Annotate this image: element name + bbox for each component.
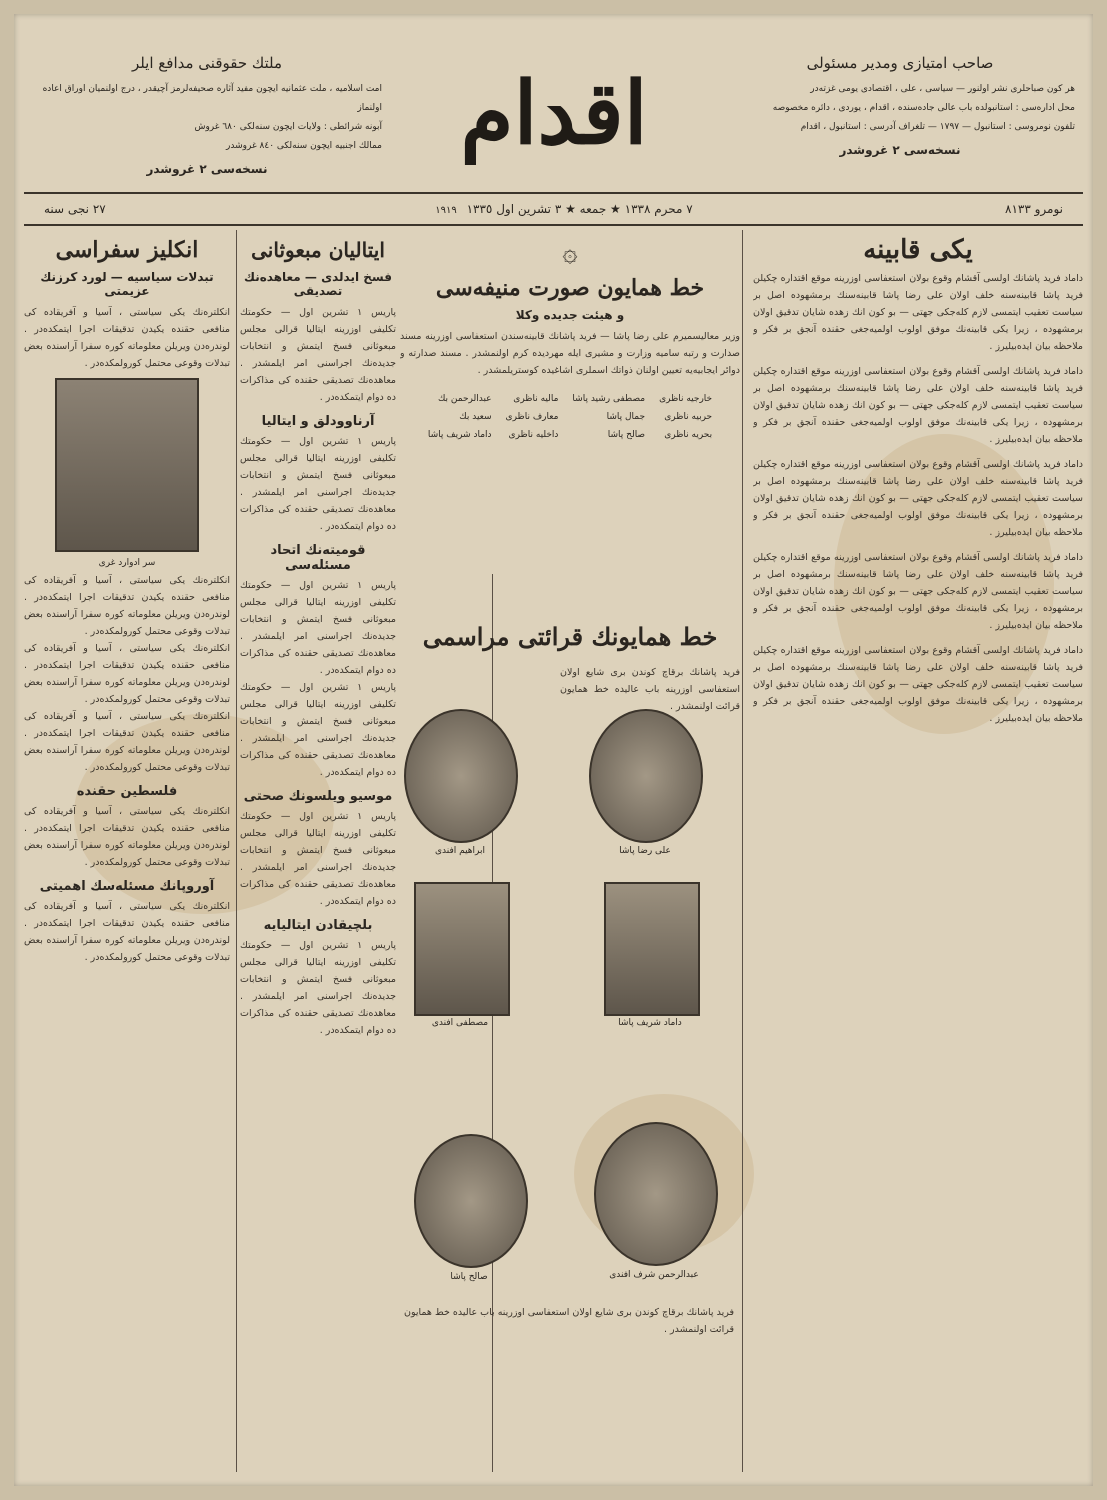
article-body: پاريس ١ تشرين اول — حكومتك تكليفى اوزرينه ايتاليا قرالى مجلس مبعوثانى فسخ ايتمش و انتخابات جديده‌نك اجراسنى امر ايلمشدر . معاهده‌نك تصديقى حقنده‌ كى مذاكرات ده دوام ايتمكده‌در . [240,940,396,1036]
masthead-left-price: نسخه‌سى ٢ غروشدر [146,162,268,176]
article-body: انكلتره‌نك يكى سياستى ، آسيا و آفريقاده‌ كى منافعى حقنده يكيدن تدقيقات اجرا ايتمكده‌در . لوندره‌دن ويريلن معلوماته كوره سفرا آراسنده بعض تبدلات وقوعى محتمل كورولمكده‌در . [24,806,230,868]
portrait-caption: مصطفى افندى [431,1018,489,1028]
section-heading: آوروپانك مسئله‌سك اهميتى [39,879,215,894]
masthead-right-price: نسخه‌سى ٢ غروشدر [839,143,961,157]
article-body: داماد فريد پاشانك اولسى آقشام وقوع بولان استعفاسى اوزرينه موقع اقتداره چكيلن فريد پاشا قابينه‌سنه خلف اولان على رضا پاشا قابينه‌سنك برمشهوده اصل بر سياست تعقيب ايتمسى لازم كله‌جكى جهتى — بو كون انك زهده شايان تدقيق اولان برمشهوده ، زيرا يكى قابينه‌نك موفق اولوب اولميه‌جغى حقنده آنجق بر فكر و ملاحظه بيان ايده‌بيليرز . [753,552,1083,631]
portrait-photo [594,1122,718,1266]
article-body: داماد فريد پاشانك اولسى آقشام وقوع بولان استعفاسى اوزرينه موقع اقتداره چكيلن فريد پاشا قابينه‌سنه خلف اولان على رضا پاشا قابينه‌سنك برمشهوده اصل بر سياست تعقيب ايتمسى لازم كله‌جكى جهتى — بو كون انك زهده شايان تدقيق اولان برمشهوده ، زيرا يكى قابينه‌نك موفق اولوب اولميه‌جغى حقنده آنجق بر فكر و ملاحظه بيان ايده‌بيليرز . [753,273,1083,352]
article-body: پاريس ١ تشرين اول — حكومتك تكليفى اوزرينه ايتاليا قرالى مجلس مبعوثانى فسخ ايتمش و انتخابات جديده‌نك اجراسنى امر ايلمشدر . معاهده‌نك تصديقى حقنده‌ كى مذاكرات ده دوام ايتمكده‌در . [240,811,396,907]
article-title: ايتاليان مبعوثانى [251,238,385,262]
section-heading: قوميته‌نك اتحاد مسئله‌سى [270,543,366,573]
article-title: يكى قابينه [863,235,973,265]
portrait-caption: على رضا پاشا [619,846,671,856]
masthead-left [32,54,382,179]
masthead-left-line: آبونه شرائطى : ولايات ايچون سنه‌لكى ٦٨٠ غروش [194,122,382,132]
table-row: خارجيه ناظرى مصطفى رشيد پاشا ماليه ناظرى عبدالرحمن بك [437,394,713,404]
portrait-photo [604,882,700,1016]
article-subtitle: فسخ ايدلدى — معاهده‌نك تصديقى [244,270,392,298]
article-body: پاريس ١ تشرين اول — حكومتك تكليفى اوزرينه ايتاليا قرالى مجلس مبعوثانى فسخ ايتمش و انتخابات جديده‌نك اجراسنى امر ايلمشدر . معاهده‌نك تصديقى حقنده‌ كى مذاكرات ده دوام ايتمكده‌در . [240,580,396,676]
issue-year: ١٩١٩ [435,205,457,216]
section-heading: فلسطين حقنده [76,784,178,799]
portrait-photo [589,709,703,843]
article-body: پاريس ١ تشرين اول — حكومتك تكليفى اوزرينه ايتاليا قرالى مجلس مبعوثانى فسخ ايتمش و انتخابات جديده‌نك اجراسنى امر ايلمشدر . معاهده‌نك تصديقى حقنده‌ كى مذاكرات ده دوام ايتمكده‌در . [240,682,396,778]
article-body: داماد فريد پاشانك اولسى آقشام وقوع بولان استعفاسى اوزرينه موقع اقتداره چكيلن فريد پاشا قابينه‌سنه خلف اولان على رضا پاشا قابينه‌سنك برمشهوده اصل بر سياست تعقيب ايتمسى لازم كله‌جكى جهتى — بو كون انك زهده شايان تدقيق اولان برمشهوده ، زيرا يكى قابينه‌نك موفق اولوب اولميه‌جغى حقنده آنجق بر فكر و ملاحظه بيان ايده‌بيليرز . [753,459,1083,538]
article-title: خط همايونك قرائتى مراسمى [422,622,718,651]
section-heading: آرناوودلق و ايتاليا [261,414,375,429]
section-heading: بلچيقادن ايتاليايه [263,918,373,933]
portrait-caption: داماد شريف پاشا [618,1018,682,1028]
masthead-left-line: ممالك اجنبيه ايچون سنه‌لكى ٨٤٠ غروشدر [226,141,382,151]
volume-number: ٢٧ نجى سنه [44,202,106,216]
article-body: انكلتره‌نك يكى سياستى ، آسيا و آفريقاده‌ كى منافعى حقنده يكيدن تدقيقات اجرا ايتمكده‌در . لوندره‌دن ويريلن معلوماته كوره سفرا آراسنده بعض تبدلات وقوعى محتمل كورولمكده‌در . [24,643,230,705]
masthead-right-motto: صاحب امتيازى ومدير مسئولى [806,54,994,72]
portrait-photo [404,709,518,843]
portrait-photo [55,378,199,552]
issue-date-text: ٧ محرم ١٣٣٨ ★ جمعه ★ ٣ تشرين اول ١٣٣٥ [466,202,693,216]
table-row: حربيه ناظرى جمال پاشا معارف ناظرى سعيد بك [459,412,713,422]
tughra-emblem: ۞ [562,238,578,268]
portrait-caption: سر ادوارد غرى [98,558,156,568]
column-italian-parliament [240,230,396,1472]
article-body: انكلتره‌نك يكى سياستى ، آسيا و آفريقاده‌ كى منافعى حقنده يكيدن تدقيقات اجرا ايتمكده‌در . لوندره‌دن ويريلن معلوماته كوره سفرا آراسنده بعض تبدلات وقوعى محتمل كورولمكده‌در . [24,711,230,773]
column-yeni-kabine [753,230,1083,1472]
masthead-right-line: تلفون نومروسى : استانبول — ١٧٩٧ — تلغراف آدرسى : استانبول ، اقدام [800,122,1075,132]
article-body: داماد فريد پاشانك اولسى آقشام وقوع بولان استعفاسى اوزرينه موقع اقتداره چكيلن فريد پاشا قابينه‌سنه خلف اولان على رضا پاشا قابينه‌سنك برمشهوده اصل بر سياست تعقيب ايتمسى لازم كله‌جكى جهتى — بو كون انك زهده شايان تدقيق اولان برمشهوده ، زيرا يكى قابينه‌نك موفق اولوب اولميه‌جغى حقنده آنجق بر فكر و ملاحظه بيان ايده‌بيليرز . [753,645,1083,724]
masthead-right-line: هر كون صباحلرى نشر اولنور — سياسى ، على ، اقتصادى يومى غزته‌در [810,84,1075,94]
article-title: انكليز سفراسى [55,237,199,263]
article-body: داماد فريد پاشانك اولسى آقشام وقوع بولان استعفاسى اوزرينه موقع اقتداره چكيلن فريد پاشا قابينه‌سنه خلف اولان على رضا پاشا قابينه‌سنك برمشهوده اصل بر سياست تعقيب ايتمسى لازم كله‌جكى جهتى — بو كون انك زهده شايان تدقيق اولان برمشهوده ، زيرا يكى قابينه‌نك موفق اولوب اولميه‌جغى حقنده آنجق بر فكر و ملاحظه بيان ايده‌بيليرز . [753,366,1083,445]
dateline [24,192,1083,226]
article-body: پاريس ١ تشرين اول — حكومتك تكليفى اوزرينه ايتاليا قرالى مجلس مبعوثانى فسخ ايتمش و انتخابات جديده‌نك اجراسنى امر ايلمشدر . معاهده‌نك تصديقى حقنده‌ كى مذاكرات ده دوام ايتمكده‌در . [240,307,396,403]
article-body: وزير معاليسميرم على رضا پاشا — فريد پاشانك قابينه‌سندن استعفاسى اوزرينه مسند صدارت و رتبه ساميه وزارت و مشيرى ايله مهرديده كرم اولنمشدر . مسند صدارته و دوائر ايجابيه‌يه تعيين اولنان ذواتك اسملرى اشاغيده كوستريلمشدر . [400,331,740,376]
portrait-photo [414,882,510,1016]
table-row: بحريه ناظرى صالح پاشا داخليه ناظرى داماد شريف پاشا [427,430,713,440]
issue-number: نومرو ٨١٣٣ [1005,202,1063,216]
portrait-caption: عبدالرحمن شرف افندى [609,1270,699,1280]
cabinet-table [420,389,720,445]
article-body: انكلتره‌نك يكى سياستى ، آسيا و آفريقاده‌ كى منافعى حقنده يكيدن تدقيقات اجرا ايتمكده‌در . لوندره‌دن ويريلن معلوماته كوره سفرا آراسنده بعض تبدلات وقوعى محتمل كورولمكده‌در . [24,901,230,963]
issue-date [424,194,704,226]
article-body: پاريس ١ تشرين اول — حكومتك تكليفى اوزرينه ايتاليا قرالى مجلس مبعوثانى فسخ ايتمش و انتخابات جديده‌نك اجراسنى امر ايلمشدر . معاهده‌نك تصديقى حقنده‌ كى مذاكرات ده دوام ايتمكده‌در . [240,436,396,532]
masthead-left-motto: ملتك حقوقنى مدافع ايلر [131,54,283,72]
article-body: فريد پاشانك برقاچ كوندن برى شايع اولان استعفاسى اوزرينه باب عاليده خط همايون قرائت اولنمشدر . [560,667,740,712]
section-heading: موسيو ويلسونك صحتى [243,789,393,804]
portrait-caption: ابراهيم افندى [434,846,486,856]
article-body: انكلتره‌نك يكى سياستى ، آسيا و آفريقاده‌ كى منافعى حقنده يكيدن تدقيقات اجرا ايتمكده‌در . لوندره‌دن ويريلن معلوماته كوره سفرا آراسنده بعض تبدلات وقوعى محتمل كورولمكده‌در . [24,307,230,369]
newspaper-title: اقدام [460,63,648,164]
masthead [14,14,1093,192]
article-subtitle: تبدلات سياسيه — لورد كرزنك عزيمتى [40,270,214,298]
newspaper-page [14,14,1093,1486]
article-subtitle: و هيئت جديده وكلا [515,308,625,322]
masthead-right-line: محل اداره‌سى : استانبولده باب عالى جاده‌سنده ، اقدام ، يوردى ، دائره مخصوصه [772,103,1075,113]
article-body: فريد پاشانك برقاچ كوندن برى شايع اولان استعفاسى اوزرينه باب عاليده خط همايون قرائت اولنمشدر . [404,1307,734,1335]
masthead-left-line: امت اسلاميه ، ملت عثمانيه ايچون مفيد آثاره صحيفه‌لرمز آچيقدر ، درج اولنميان اوراق اعاده اولنماز [42,84,382,113]
column-british-ambassadors [24,230,230,1472]
portrait-photo [414,1134,528,1268]
column-rule [742,230,743,1472]
masthead-right [725,54,1075,160]
portrait-caption: صالح پاشا [450,1272,488,1282]
column-rule [236,230,237,1472]
article-title: خط همايون صورت منيفه‌سى [435,275,705,301]
article-body: انكلتره‌نك يكى سياستى ، آسيا و آفريقاده‌ كى منافعى حقنده يكيدن تدقيقات اجرا ايتمكده‌در . لوندره‌دن ويريلن معلوماته كوره سفرا آراسنده بعض تبدلات وقوعى محتمل كورولمكده‌در . [24,575,230,637]
